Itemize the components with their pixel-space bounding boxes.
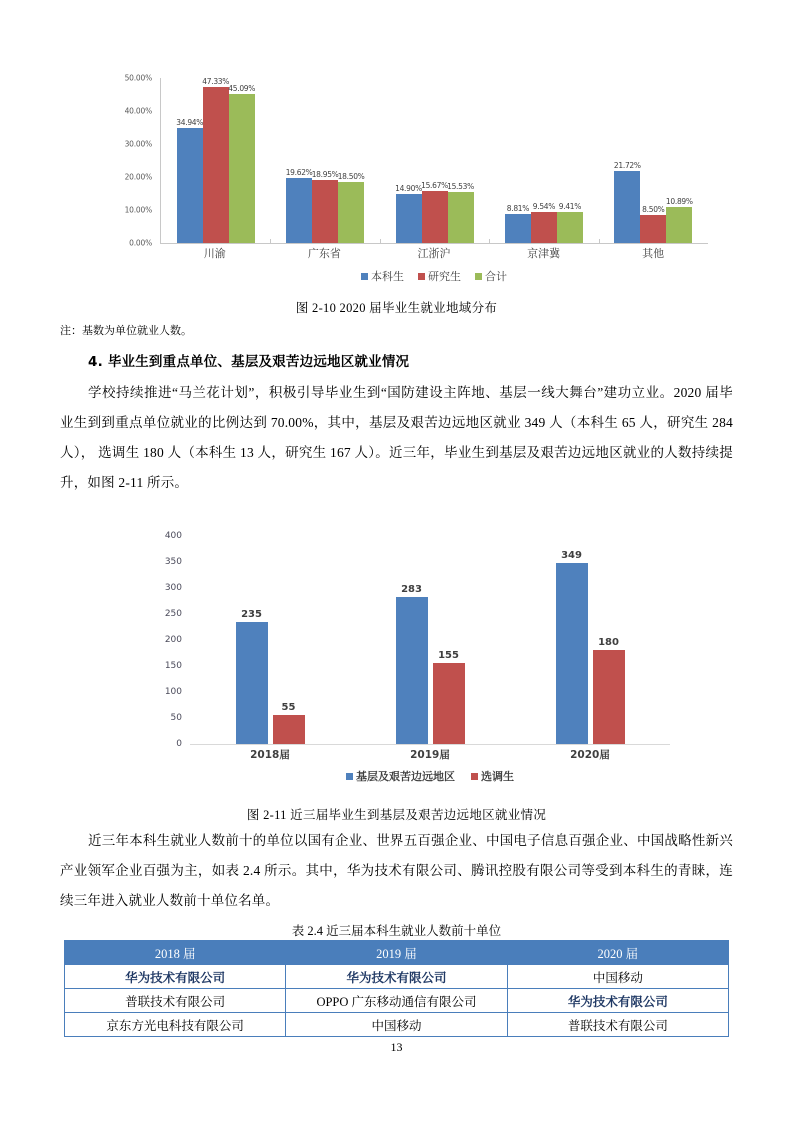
chart1-bar	[505, 203, 531, 243]
chart1-x-axis-labels	[160, 245, 708, 261]
chart1-bar-value-label: 14.90%	[395, 183, 422, 193]
section-heading: 4. 毕业生到重点单位、基层及艰苦边远地区就业情况	[88, 354, 410, 370]
chart2-plot-area	[190, 536, 670, 745]
chart2-legend-item	[471, 768, 514, 784]
chart1-bar-group	[380, 78, 489, 243]
chart1-legend-label: 研究生	[428, 271, 461, 283]
figure-2-10-chart	[108, 73, 708, 293]
table-cell: 中国移动	[507, 965, 728, 989]
chart1-legend-label: 本科生	[371, 271, 404, 283]
chart1-bar	[311, 170, 339, 243]
chart1-legend-label: 合计	[485, 271, 507, 283]
table-head	[65, 941, 729, 965]
chart1-legend	[160, 268, 708, 284]
chart1-bar	[613, 161, 641, 243]
chart2-x-axis-labels	[190, 747, 670, 762]
table-column-header: 2018 届	[65, 941, 286, 965]
table-cell: 普联技术有限公司	[65, 989, 286, 1013]
chart2-y-axis	[150, 531, 184, 749]
chart2-bar	[556, 549, 588, 744]
chart2-y-tick: 150	[164, 661, 182, 671]
chart2-category-label: 2018届	[250, 749, 290, 761]
chart2-bar-group	[350, 536, 510, 744]
chart1-bar	[421, 181, 448, 243]
chart1-bar-value-label: 9.54%	[532, 201, 556, 211]
chart1-bar	[557, 201, 583, 243]
chart1-bar-value-label: 15.53%	[447, 181, 474, 191]
chart1-y-tick: 20.00%	[124, 172, 152, 182]
chart1-legend-item	[475, 268, 507, 284]
chart2-y-tick: 100	[164, 687, 182, 697]
chart1-category-label: 川渝	[203, 248, 226, 260]
chart1-bar-value-label: 15.67%	[421, 181, 448, 191]
chart1-bar-value-label: 8.50%	[642, 204, 665, 214]
chart1-bar	[228, 84, 256, 243]
chart1-category-label: 广东省	[307, 248, 341, 260]
chart1-y-axis	[108, 73, 154, 248]
figure-2-10-caption: 图 2-10 2020 届毕业生就业地域分布	[295, 301, 498, 315]
chart1-category-label: 其他	[642, 248, 665, 260]
table-cell: 京东方光电科技有限公司	[65, 1013, 286, 1037]
chart2-category-label: 2020届	[570, 749, 610, 761]
chart1-bar-value-label: 34.94%	[176, 117, 204, 127]
chart2-legend-item	[346, 768, 455, 784]
chart1-y-tick: 50.00%	[124, 73, 152, 83]
table-2-4-wrapper	[64, 940, 729, 1037]
chart1-bar-value-label: 10.89%	[665, 197, 693, 207]
chart1-bar	[665, 197, 693, 243]
chart2-legend	[190, 768, 670, 784]
chart2-y-tick: 300	[164, 583, 182, 593]
table-row	[65, 1013, 729, 1037]
chart1-y-tick: 40.00%	[124, 106, 152, 116]
chart2-bar	[273, 702, 305, 744]
chart2-legend-label: 选调生	[481, 770, 514, 783]
chart1-bar-value-label: 47.33%	[202, 76, 230, 86]
section-paragraph-1: 学校持续推进“马兰花计划”，积极引导毕业生到“国防建设主阵地、基层一线大舞台”建功立业。2020 届毕业生到到重点单位就业的比例达到 70.00%，其中，基层及艰苦边远地区就业 349 人（本科生 65 人，研究生 284 人）， 选调生 180 人（本科生 13 人，研究生 167 人）。近三年，毕业生到基层及艰苦边远地区就业的人数持续提升，如图 2-11 所示。	[60, 385, 733, 490]
chart1-bar-value-label: 18.95%	[311, 170, 339, 180]
table-body	[65, 965, 729, 1037]
chart1-bar-group	[599, 78, 708, 243]
chart1-bar-value-label: 18.50%	[337, 171, 365, 181]
chart1-bar-group	[161, 78, 270, 243]
chart1-bar-value-label: 45.09%	[228, 84, 256, 94]
table-2-4-caption: 表 2.4 近三届本科生就业人数前十单位	[291, 924, 502, 938]
chart2-bar-value-label: 235	[241, 608, 262, 620]
table-cell: 华为技术有限公司	[507, 989, 728, 1013]
legend-swatch-icon	[361, 273, 368, 280]
chart2-bar-group	[510, 536, 670, 744]
chart1-bar-group	[270, 78, 379, 243]
legend-swatch-icon	[475, 273, 482, 280]
table-column-header: 2019 届	[286, 941, 507, 965]
chart2-y-tick: 0	[176, 739, 182, 749]
chart2-bar-value-label: 55	[281, 702, 296, 714]
table-row	[65, 965, 729, 989]
table-cell: 华为技术有限公司	[286, 965, 507, 989]
chart1-bar-value-label: 19.62%	[285, 168, 313, 178]
chart2-bar	[236, 608, 268, 744]
chart2-bar-value-label: 155	[438, 650, 459, 662]
chart1-category-label: 京津冀	[527, 248, 561, 260]
figure-2-10-note: 注：基数为单位就业人数。	[60, 325, 192, 337]
chart1-y-tick: 0.00%	[129, 238, 152, 248]
chart2-y-tick: 350	[164, 557, 182, 567]
chart1-bar-value-label: 9.41%	[558, 201, 582, 211]
section-paragraph-2: 近三年本科生就业人数前十的单位以国有企业、世界五百强企业、中国电子信息百强企业、中国战略性新兴产业领军企业百强为主，如表 2.4 所示。其中，华为技术有限公司、腾讯控股有限公司等受到本科生的青睐，连续三年进入就业人数前十单位名单。	[60, 833, 733, 908]
table-cell: 普联技术有限公司	[507, 1013, 728, 1037]
table-cell: 华为技术有限公司	[65, 965, 286, 989]
chart1-legend-item	[418, 268, 461, 284]
table-cell: OPPO 广东移动通信有限公司	[286, 989, 507, 1013]
chart1-bar	[285, 168, 313, 243]
chart2-bar-group	[190, 536, 350, 744]
chart1-bar	[531, 201, 557, 243]
chart1-category-label: 江浙沪	[417, 248, 451, 260]
chart1-bar	[447, 181, 474, 243]
chart2-bar-value-label: 349	[561, 549, 582, 561]
chart1-legend-item	[361, 268, 404, 284]
chart2-category-label: 2019届	[410, 749, 450, 761]
chart2-legend-label: 基层及艰苦边远地区	[356, 770, 455, 783]
chart2-y-tick: 400	[164, 531, 182, 541]
chart2-bar-value-label: 283	[401, 583, 422, 595]
chart1-bar	[337, 171, 365, 243]
legend-swatch-icon	[346, 773, 353, 780]
figure-2-11-caption: 图 2-11 近三届毕业生到基层及艰苦边远地区就业情况	[246, 808, 547, 822]
legend-swatch-icon	[471, 773, 478, 780]
chart1-y-tick: 10.00%	[124, 205, 152, 215]
chart2-bar	[433, 650, 465, 744]
chart1-bar	[395, 183, 422, 243]
chart2-bar	[593, 637, 625, 744]
table-row	[65, 989, 729, 1013]
legend-swatch-icon	[418, 273, 425, 280]
chart1-bar	[176, 117, 204, 243]
figure-2-11-chart	[150, 531, 670, 786]
chart1-bar-group	[489, 78, 598, 243]
table-header-row	[65, 941, 729, 965]
chart2-y-tick: 200	[164, 635, 182, 645]
page-number: 13	[390, 1040, 403, 1054]
chart1-bar-value-label: 21.72%	[613, 161, 641, 171]
chart1-bar	[202, 76, 230, 243]
table-cell: 中国移动	[286, 1013, 507, 1037]
chart2-y-tick: 250	[164, 609, 182, 619]
table-column-header: 2020 届	[507, 941, 728, 965]
chart1-plot-area	[160, 78, 708, 244]
chart1-bar-value-label: 8.81%	[506, 203, 530, 213]
table-2-4	[64, 940, 729, 1037]
chart2-bar-value-label: 180	[598, 637, 619, 649]
chart1-bar	[640, 204, 666, 243]
chart2-bar	[396, 583, 428, 744]
chart1-y-tick: 30.00%	[124, 139, 152, 149]
chart2-y-tick: 50	[170, 713, 182, 723]
